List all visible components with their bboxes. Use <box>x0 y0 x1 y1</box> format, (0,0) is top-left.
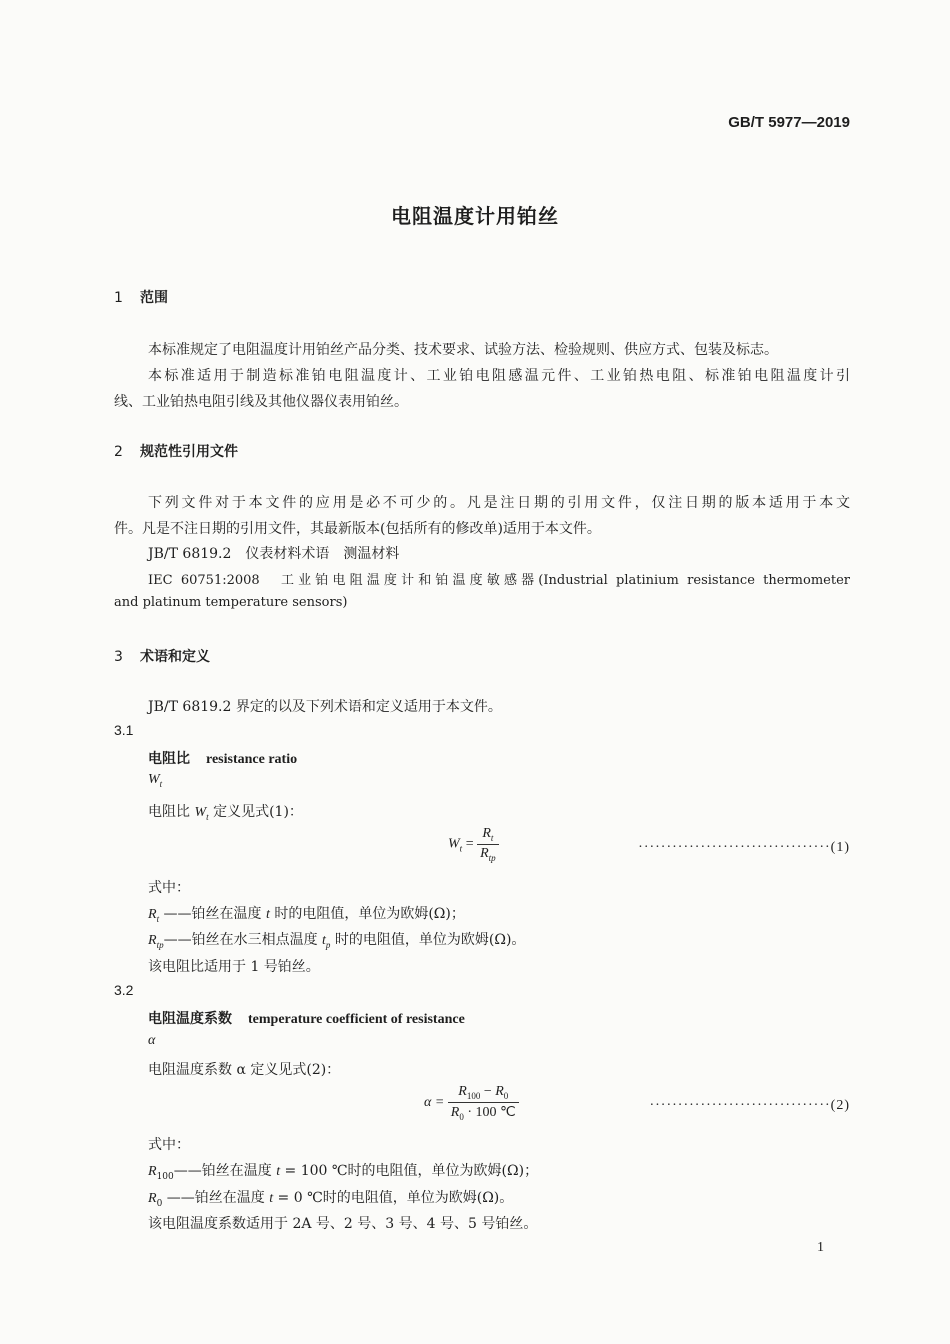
reference-iec-60751-line-2: and platinum temperature sensors) <box>114 595 348 610</box>
var-symbol: R <box>148 933 157 948</box>
variable-rt <box>148 903 465 925</box>
var-sub: tp <box>156 939 164 950</box>
definition-2: 电阻温度系数 α 定义见式(2)： <box>148 1062 341 1078</box>
variable-rtp <box>148 929 525 951</box>
reference-jbt-6819: JB/T 6819.2 仪表材料术语 测温材料 <box>148 546 400 562</box>
var-text-end: 时的电阻值，单位为欧姆(Ω)。 <box>330 932 526 948</box>
denominator-sub: tp <box>488 852 496 863</box>
var-text: ——铂丝在温度 <box>159 906 266 922</box>
formula-fraction <box>448 1084 519 1122</box>
scope-paragraph-2-line-1: 本标准适用于制造标准铂电阻温度计、工业铂电阻感温元件、工业铂热电阻、标准铂电阻温度计引 <box>148 368 850 384</box>
section-number: 2 <box>114 444 123 460</box>
symbol-subscript: t <box>159 778 163 789</box>
formula-fraction <box>477 826 499 863</box>
denominator-a: R <box>450 1104 460 1120</box>
var-text-end: = 0 ℃时的电阻值，单位为欧姆(Ω)。 <box>273 1190 514 1206</box>
clause-3-1-number: 3.1 <box>114 722 134 738</box>
var-t: t <box>276 1164 281 1179</box>
var-t: t <box>322 933 326 948</box>
section-3-heading <box>114 646 210 666</box>
scope-paragraph-1: 本标准规定了电阻温度计用铂丝产品分类、技术要求、试验方法、检验规则、供应方式、包装及标志。 <box>148 342 778 358</box>
reference-iec-60751-line-1: IEC 60751:2008 工业铂电阻温度计和铂温度敏感器(Industrial platinium resistance thermometer <box>148 573 850 588</box>
var-text: ——铂丝在水三相点温度 <box>163 932 323 948</box>
numerator: R <box>482 826 491 841</box>
where-label-2: 式中： <box>148 1137 190 1153</box>
variable-r0 <box>148 1187 513 1209</box>
term-zh: 电阻比 <box>148 751 190 767</box>
var-t-sub: p <box>325 939 331 950</box>
section-title: 规范性引用文件 <box>140 444 238 460</box>
formula-lhs: W <box>448 836 460 852</box>
document-title: 电阻温度计用铂丝 <box>391 204 559 228</box>
var-t: t <box>265 907 270 922</box>
standard-number: GB/T 5977—2019 <box>728 114 850 131</box>
def-text-end: 定义见式(1)： <box>208 804 303 820</box>
normative-paragraph-line-2: 件。凡是不注日期的引用文件，其最新版本(包括所有的修改单)适用于本文件。 <box>114 521 601 537</box>
term-resistance-ratio <box>148 748 297 768</box>
section-number: 3 <box>114 649 123 665</box>
scope-paragraph-2-line-2: 线、工业铂热电阻引线及其他仪器仪表用铂丝。 <box>114 394 408 410</box>
formula-lhs: α = <box>424 1095 445 1111</box>
numerator-a: R <box>458 1084 467 1099</box>
variable-r100 <box>148 1160 538 1182</box>
denominator: R <box>480 845 489 861</box>
terms-intro: JB/T 6819.2 界定的以及下列术语和定义适用于本文件。 <box>148 699 502 715</box>
formula-1 <box>448 826 499 863</box>
formula-lhs-sub: t <box>459 843 463 854</box>
page-number: 1 <box>817 1240 824 1255</box>
section-1-heading <box>114 287 168 307</box>
var-symbol: R <box>148 1164 157 1179</box>
term-zh: 电阻温度系数 <box>148 1011 232 1027</box>
equation-number-2: ································(2) <box>649 1098 850 1113</box>
numerator-op: − <box>480 1084 496 1099</box>
var-text: ——铂丝在温度 <box>162 1190 270 1206</box>
definition-1 <box>148 801 303 823</box>
numerator-b-sub: 0 <box>503 1090 509 1101</box>
def-text: 电阻比 <box>148 804 195 820</box>
var-text: ——铂丝在温度 <box>173 1163 277 1179</box>
var-text-end: = 100 ℃时的电阻值，单位为欧姆(Ω)； <box>280 1163 539 1179</box>
def-symbol-sub: t <box>206 811 209 822</box>
equation-number-1: ··································(1) <box>638 840 850 855</box>
note-1: 该电阻比适用于 1 号铂丝。 <box>148 959 320 975</box>
formula-eq: = <box>462 836 474 852</box>
term-en: temperature coefficient of resistance <box>248 1012 465 1027</box>
term-en: resistance ratio <box>206 752 298 767</box>
section-title: 术语和定义 <box>140 649 210 665</box>
denominator-rest: · 100 ℃ <box>463 1104 516 1120</box>
def-symbol: W <box>194 805 207 820</box>
var-sub: 100 <box>156 1171 174 1182</box>
var-text-end: 时的电阻值，单位为欧姆(Ω)； <box>269 906 465 922</box>
numerator-sub: t <box>490 832 494 843</box>
numerator-a-sub: 100 <box>466 1090 481 1101</box>
section-title: 范围 <box>140 290 168 306</box>
var-sub: 0 <box>156 1198 163 1209</box>
where-label-1: 式中： <box>148 880 190 896</box>
normative-paragraph-line-1: 下列文件对于本文件的应用是必不可少的。凡是注日期的引用文件，仅注日期的版本适用于本文 <box>148 495 850 511</box>
term-temperature-coefficient <box>148 1008 465 1028</box>
symbol-letter: W <box>148 772 160 787</box>
formula-2 <box>424 1084 519 1122</box>
numerator-b: R <box>495 1084 504 1099</box>
term-symbol <box>148 772 162 789</box>
var-sub: t <box>156 913 160 924</box>
denominator-a-sub: 0 <box>459 1111 464 1122</box>
var-symbol: R <box>148 907 157 922</box>
term-symbol: α <box>148 1033 156 1048</box>
section-2-heading <box>114 441 238 461</box>
var-symbol: R <box>148 1191 157 1206</box>
var-t: t <box>269 1191 274 1206</box>
clause-3-2-number: 3.2 <box>114 982 134 998</box>
note-2: 该电阻温度系数适用于 2A 号、2 号、3 号、4 号、5 号铂丝。 <box>148 1216 538 1232</box>
section-number: 1 <box>114 290 123 306</box>
